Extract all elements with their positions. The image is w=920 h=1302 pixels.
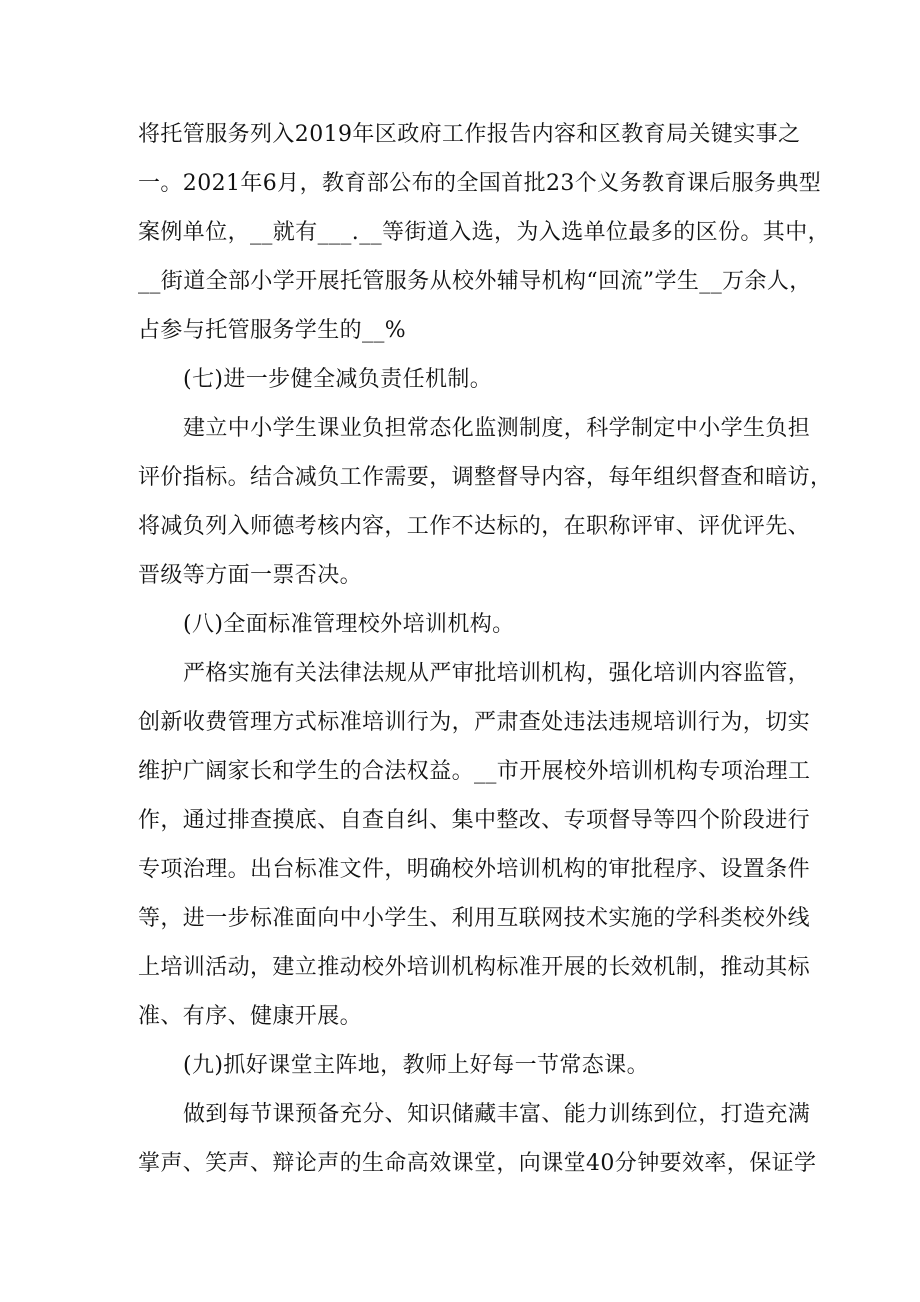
text-line: 做到每节课预备充分、知识储藏丰富、能力训练到位，打造充满: [183, 1102, 811, 1127]
text-line: 严格实施有关法律法规从严审批培训机构，强化培训内容监管，: [183, 661, 811, 686]
text-line: 掌声、笑声、辩论声的生命高效课堂，向课堂40分钟要效率，保证学: [138, 1151, 817, 1176]
text-line: 占参与托管服务学生的__%: [138, 318, 407, 343]
text-line: 上培训活动，建立推动校外培训机构标准开展的长效机制，推动其标: [138, 955, 811, 980]
text-line: 作，通过排查摸底、自查自纠、集中整改、专项督导等四个阶段进行: [138, 808, 811, 833]
text-line: 将托管服务列入2019年区政府工作报告内容和区教育局关键实事之: [138, 122, 801, 147]
text-line: 等，进一步标准面向中小学生、利用互联网技术实施的学科类校外线: [138, 906, 811, 931]
text-line: 维护广阔家长和学生的合法权益。__市开展校外培训机构专项治理工: [138, 759, 811, 784]
text-line: 案例单位，__就有___.__等街道入选，为入选单位最多的区份。其中，: [138, 220, 830, 245]
text-line: 创新收费管理方式标准培训行为，严肃查处违法违规培训行为，切实: [138, 710, 811, 735]
text-line: 一。2021年6月，教育部公布的全国首批23个义务教育课后服务典型: [138, 171, 822, 196]
text-line: 评价指标。结合减负工作需要，调整督导内容，每年组织督查和暗访，: [138, 465, 833, 490]
section-heading: (八)全面标准管理校外培训机构。: [183, 612, 515, 637]
text-line: 晋级等方面一票否决。: [138, 563, 363, 588]
text-line: 建立中小学生课业负担常态化监测制度，科学制定中小学生负担: [183, 416, 811, 441]
section-heading: (七)进一步健全减负责任机制。: [183, 367, 493, 392]
section-heading: (九)抓好课堂主阵地，教师上好每一节常态课。: [183, 1053, 649, 1078]
text-line: 将减负列入师德考核内容，工作不达标的，在职称评审、评优评先、: [138, 514, 811, 539]
text-line: __街道全部小学开展托管服务从校外辅导机构“回流”学生__万余人，: [138, 269, 812, 294]
text-line: 准、有序、健康开展。: [138, 1004, 363, 1029]
text-line: 专项治理。出台标准文件，明确校外培训机构的审批程序、设置条件: [138, 857, 811, 882]
